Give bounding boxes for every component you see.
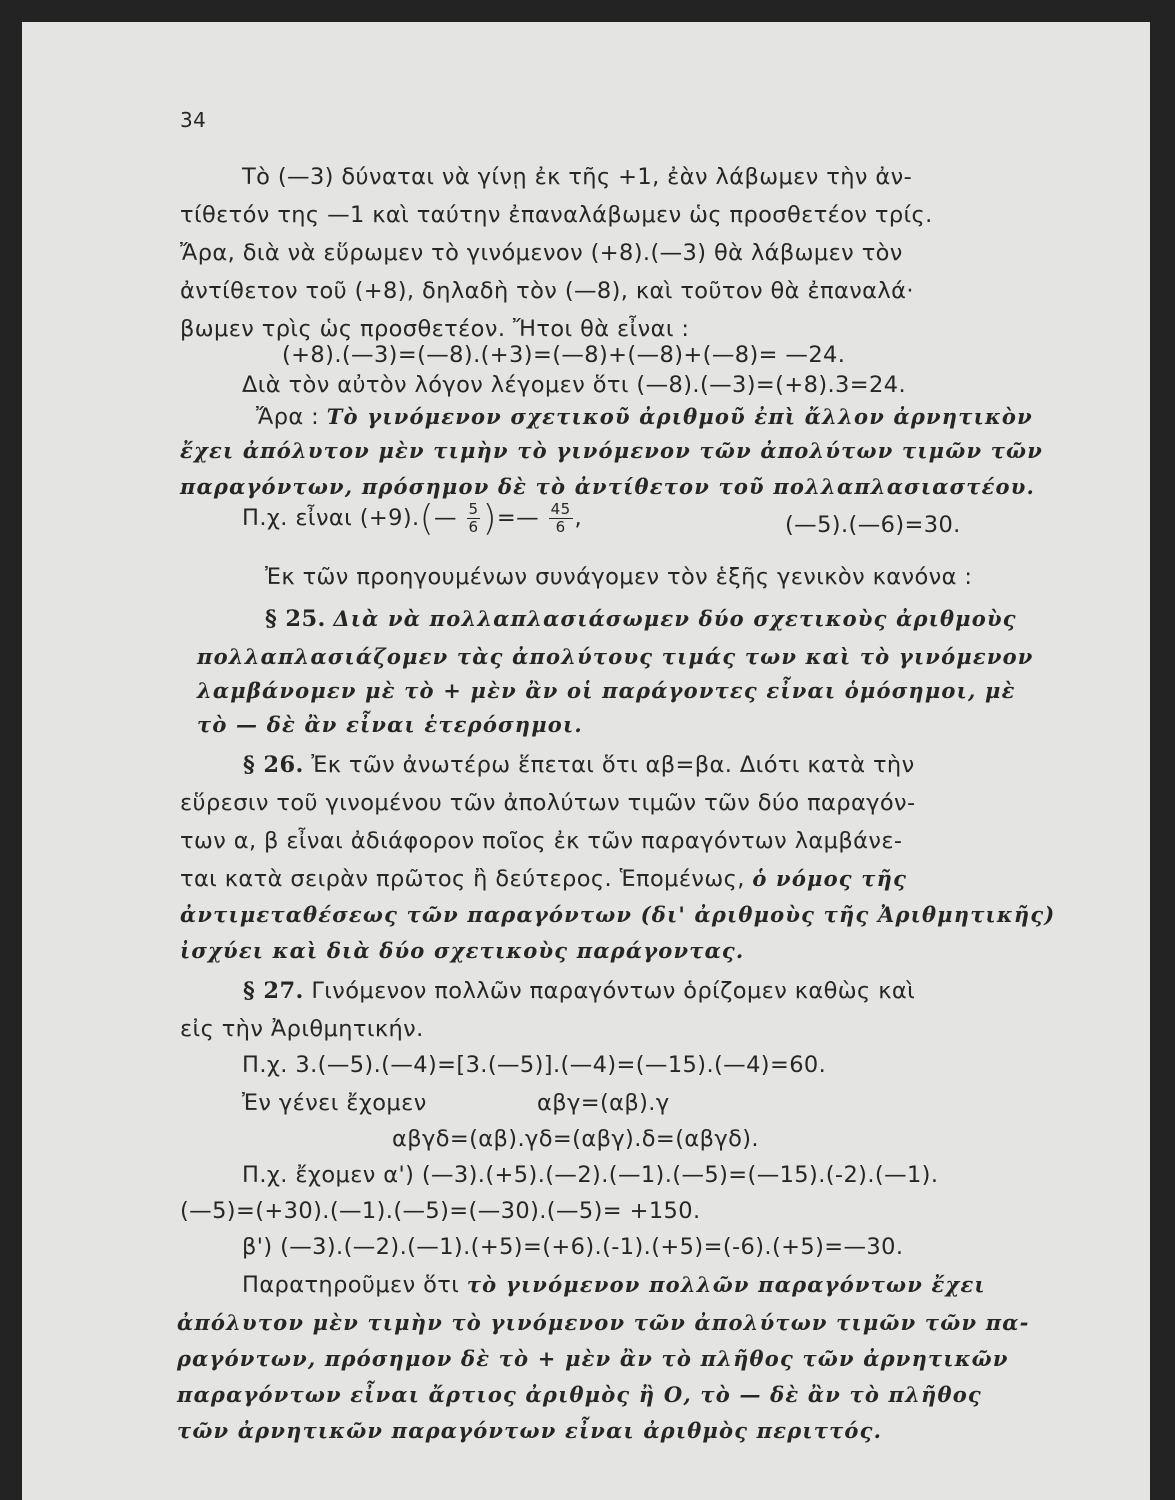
- italic-line: ἰσχύει καὶ διὰ δύο σχετικοὺς παράγοντας.: [180, 938, 745, 963]
- minus-sign: —: [434, 505, 457, 531]
- text-line: βωμεν τρὶς ὡς προσθετέον. Ἤτοι θὰ εἶναι :: [180, 316, 690, 342]
- section-25-heading: [265, 606, 1017, 632]
- text-line: ἀντίθετον τοῦ (+8), δηλαδὴ τὸν (—8), καὶ τοῦτον θὰ ἐπαναλά·: [180, 278, 914, 304]
- italic-span: Διὰ νὰ πολλαπλασιάσωμεν δύο σχετικοὺς ἀριθμοὺς: [333, 606, 1017, 631]
- text-line: εὕρεσιν τοῦ γινομένου τῶν ἀπολύτων τιμῶν τῶν δύο παραγόν-: [180, 790, 916, 816]
- text-span: Παρατηροῦμεν ὅτι: [242, 1272, 460, 1298]
- example-line: [242, 498, 582, 539]
- equation-line: αβγδ=(αβ).γδ=(αβγ).δ=(αβγδ).: [392, 1126, 759, 1152]
- italic-line: τῶν ἀρνητικῶν παραγόντων εἶναι ἀριθμὸς περιττός.: [177, 1418, 883, 1443]
- equation-line: β') (—3).(—2).(—1).(+5)=(+6).(-1).(+5)=(-6).(+5)=—30.: [242, 1234, 904, 1260]
- equation-line: (—5)=(+30).(—1).(—5)=(—30).(—5)= +150.: [180, 1198, 701, 1224]
- page-number: 34: [180, 108, 207, 132]
- fraction-numerator: 45: [550, 500, 571, 518]
- text-line: Ἐν γένει ἔχομεν: [242, 1090, 427, 1116]
- fraction: [549, 501, 573, 536]
- italic-span: τὸ γινόμενον πολλῶν παραγόντων ἔχει: [466, 1272, 986, 1297]
- equals-minus: =—: [496, 505, 540, 531]
- text-span: ται κατὰ σειρὰν πρῶτος ἢ δεύτερος. Ἑπομένως,: [180, 866, 745, 892]
- italic-line: παραγόντων, πρόσημον δὲ τὸ ἀντίθετον τοῦ πολλαπλασιαστέου.: [180, 474, 1036, 499]
- equation-line: Π.χ. 3.(—5).(—4)=[3.(—5)].(—4)=(—15).(—4)=60.: [242, 1052, 827, 1078]
- italic-line: λαμβάνομεν μὲ τὸ + μὲν ἂν οἱ παράγοντες εἶναι ὁμόσημοι, μὲ: [197, 678, 1016, 703]
- equation-line: αβγ=(αβ).γ: [537, 1090, 670, 1116]
- comma: ,: [574, 505, 583, 531]
- equation-line: (+8).(—3)=(—8).(+3)=(—8)+(—8)+(—8)= —24.: [282, 342, 846, 368]
- text-line: των α, β εἶναι ἀδιάφορον ποῖος ἐκ τῶν παραγόντων λαμβάνε-: [180, 828, 903, 854]
- conclusion-line: [242, 1272, 986, 1298]
- section-number: § 26.: [243, 752, 304, 778]
- fraction-denominator: 6: [555, 518, 566, 536]
- section-27-heading: [243, 978, 915, 1004]
- italic-line: ἔχει ἀπόλυτον μὲν τιμὴν τὸ γινόμενον τῶν ἀπολύτων τιμῶν τῶν: [180, 438, 1044, 463]
- text-line: Ἄρα, διὰ νὰ εὕρωμεν τὸ γινόμενον (+8).(—3) θὰ λάβωμεν τὸν: [180, 240, 903, 266]
- text-line: Τὸ (—3) δύναται νὰ γίνῃ ἐκ τῆς +1, ἐὰν λάβωμεν τὴν ἀν-: [242, 164, 913, 190]
- fraction: [467, 501, 481, 536]
- open-paren: (: [419, 498, 435, 539]
- text-line: Διὰ τὸν αὐτὸν λόγον λέγομεν ὅτι (—8).(—3)=(+8).3=24.: [242, 372, 906, 398]
- text-line: εἰς τὴν Ἀριθμητικήν.: [180, 1016, 424, 1042]
- close-paren: ): [482, 498, 497, 539]
- italic-line: τὸ — δὲ ἂν εἶναι ἑτερόσημοι.: [197, 712, 583, 737]
- equation-line: Π.χ. ἔχομεν α') (—3).(+5).(—2).(—1).(—5)=(—15).(-2).(—1).: [242, 1162, 939, 1188]
- text-span: Γινόμενον πολλῶν παραγόντων ὁρίζομεν καθὼς καὶ: [311, 978, 916, 1004]
- fraction-numerator: 5: [468, 500, 479, 518]
- italic-line: ἀπόλυτον μὲν τιμὴν τὸ γινόμενον τῶν ἀπολύτων τιμῶν τῶν πα-: [177, 1310, 1030, 1335]
- italic-line: ἀντιμεταθέσεως τῶν παραγόντων (δι' ἀριθμοὺς τῆς Ἀριθμητικῆς): [180, 902, 1056, 927]
- section-number: § 25.: [265, 606, 326, 632]
- fraction-denominator: 6: [468, 518, 479, 536]
- book-page: [22, 22, 1150, 1500]
- text-span: Ἄρα :: [256, 404, 320, 430]
- example-second: (—5).(—6)=30.: [785, 512, 961, 538]
- italic-line: ραγόντων, πρόσημον δὲ τὸ + μὲν ἂν τὸ πλῆθος τῶν ἀρνητικῶν: [177, 1346, 1009, 1371]
- italic-line: παραγόντων εἶναι ἄρτιος ἀριθμὸς ἢ Ο, τὸ — δὲ ἂν τὸ πλῆθος: [177, 1382, 982, 1407]
- example-prefix: Π.χ. εἶναι (+9).: [242, 505, 420, 531]
- italic-span: Τὸ γινόμενον σχετικοῦ ἀριθμοῦ ἐπὶ ἄλλον ἀρνητικὸν: [326, 404, 1033, 429]
- text-line: [180, 866, 907, 892]
- text-span: Ἐκ τῶν ἀνωτέρω ἕπεται ὅτι αβ=βα. Διότι κατὰ τὴν: [311, 752, 915, 778]
- italic-line: πολλαπλασιάζομεν τὰς ἀπολύτους τιμάς των καὶ τὸ γινόμενον: [197, 644, 1034, 669]
- section-26-heading: [243, 752, 915, 778]
- rule-statement: [256, 404, 1033, 430]
- section-number: § 27.: [243, 978, 304, 1004]
- text-line: τίθετόν της —1 καὶ ταύτην ἐπαναλάβωμεν ὡς προσθετέον τρίς.: [180, 202, 933, 228]
- italic-span: ὁ νόμος τῆς: [752, 866, 908, 891]
- text-line: Ἐκ τῶν προηγουμένων συνάγομεν τὸν ἑξῆς γενικὸν κανόνα :: [265, 564, 973, 590]
